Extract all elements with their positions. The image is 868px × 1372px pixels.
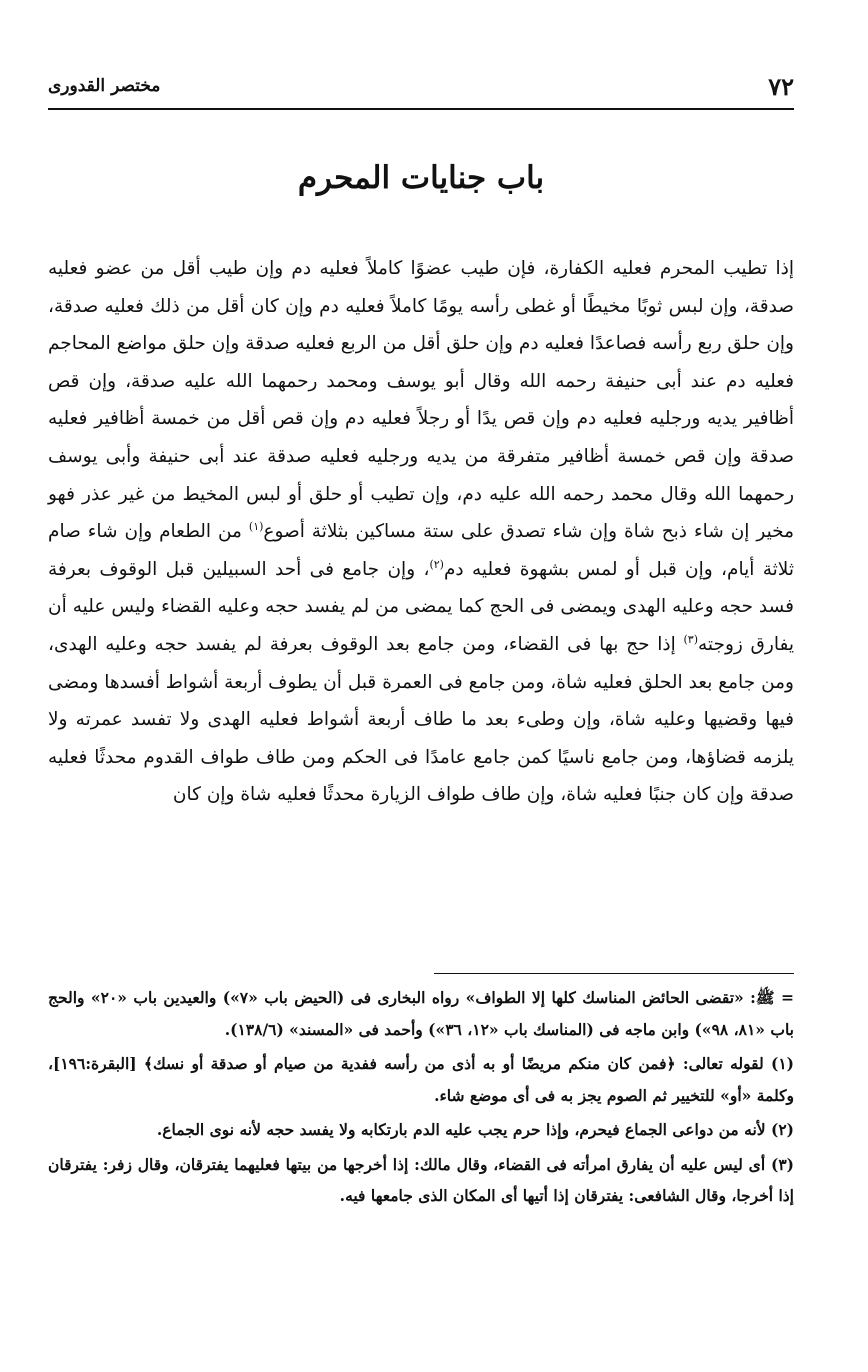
footnote-ref-2: (٢) — [429, 557, 444, 571]
footnote-3: (٣) أى ليس عليه أن يفارق امرأته فى القضاء، وقال مالك: إذا أخرجها من بيتها فعليهما يفترقان، وقال زفر: يفترقان إذا أخرجا، وقال الشافعى: يفترقان إذا أتيها أى المكان الذى جامعها فيه. — [48, 1154, 794, 1205]
text-segment: من الطعام وإن شاء صام ثلاثة أيام، وإن قبل أو لمس بشهوة فعليه دم — [48, 521, 794, 580]
main-text — [48, 250, 794, 814]
text-segment: إذا تطيب المحرم فعليه الكفارة، فإن طيب عضوًا كاملاً فعليه دم وإن طيب أقل من عضو فعليه صدقة، وإن لبس ثوبًا مخيطًا أو غطى رأسه يومًا كاملاً فعليه دم وإن كان أقل من ذلك فعليه صدقة، وإن حلق ربع رأسه فصاعدًا فعليه دم وإن حلق أقل من الربع فعليه صدقة وإن حلق مواضع المحاجم فعليه دم عند أبى حنيفة رحمه الله وقال أبو يوسف ومحمد رحمهما الله عليه صدقة، وإن قص أظافير يديه ورجليه فعليه دم وإن قص يدًا أو رجلاً فعليه دم وإن قص أقل من خمسة أظافير فعليه صدقة وإن قص خمسة أظافير متفرقة من يديه ورجليه فعليه صدقة عند أبى حنيفة وأبى يوسف رحمهما الله وقال محمد رحمه الله عليه دم، وإن تطيب أو حلق أو لبس المخيط من غير عذر فهو مخير إن شاء ذبح شاة وإن شاء تصدق على ستة مساكين بثلاثة أصوع — [48, 258, 794, 543]
footnote-ref-1: (١) — [248, 520, 264, 533]
text-segment: إذا حج بها فى القضاء، ومن جامع بعد الوقوف بعرفة لم يفسد حجه وعليه الهدى، ومن جامع بعد الحلق فعليه شاة، ومن جامع فى العمرة قبل أن يطوف أربعة أشواط أفسدها ومضى فيها وقضيها وعليه شاة، وإن وطىء بعد ما طاف أربعة أشواط فعليه الهدى ولا تفسد عمرته ولا يلزمه قضاؤها، ومن جامع ناسيًا كمن جامع عامدًا فى الحكم ومن طاف طواف القدوم محدثًا فعليه صدقة وإن كان جنبًا فعليه شاة، وإن طاف طواف الزيارة محدثًا فعليه شاة وإن كان — [48, 633, 794, 806]
running-title: مختصر القدورى — [48, 76, 161, 96]
page-number: ٧٢ — [768, 72, 794, 101]
footnotes — [48, 982, 794, 1212]
footnote-continued: = ﷺ: «تقضى الحائض المناسك كلها إلا الطواف» رواه البخارى فى (الحيض باب «٧») والعيدين باب «٢٠» والحج باب «٨١، ٩٨») وابن ماجه فى (المناسك باب «١٢، ٣٦») وأحمد فى «المسند» (١٣٨/٦). — [48, 988, 794, 1039]
footnote-2: (٢) لأنه من دواعى الجماع فيحرم، وإذا حرم يجب عليه الدم بارتكابه ولا يفسد حجه لأنه نوى الجماع. — [156, 1120, 794, 1139]
footnote-1: (١) لقوله تعالى: ﴿فمن كان منكم مريضًا أو به أذى من رأسه ففدية من صيام أو صدقة أو نسك﴾ [البقرة:١٩٦]، وكلمة «أو» للتخيير ثم الصوم يجز به فى أى موضع شاء. — [48, 1054, 794, 1105]
page-header — [48, 68, 794, 110]
footnote-divider — [434, 973, 794, 974]
main-paragraph — [48, 250, 794, 814]
chapter-title: باب جنايات المحرم — [297, 160, 545, 196]
footnote-ref-3: (٣) — [683, 632, 699, 646]
text-segment: ، وإن جامع فى أحد السبيلين قبل الوقوف بعرفة فسد حجه وعليه الهدى ويمضى فى الحج كما يمضى من لم يفسد حجه وعليه القضاء وليس عليه أن يفارق زوجته — [48, 558, 794, 655]
